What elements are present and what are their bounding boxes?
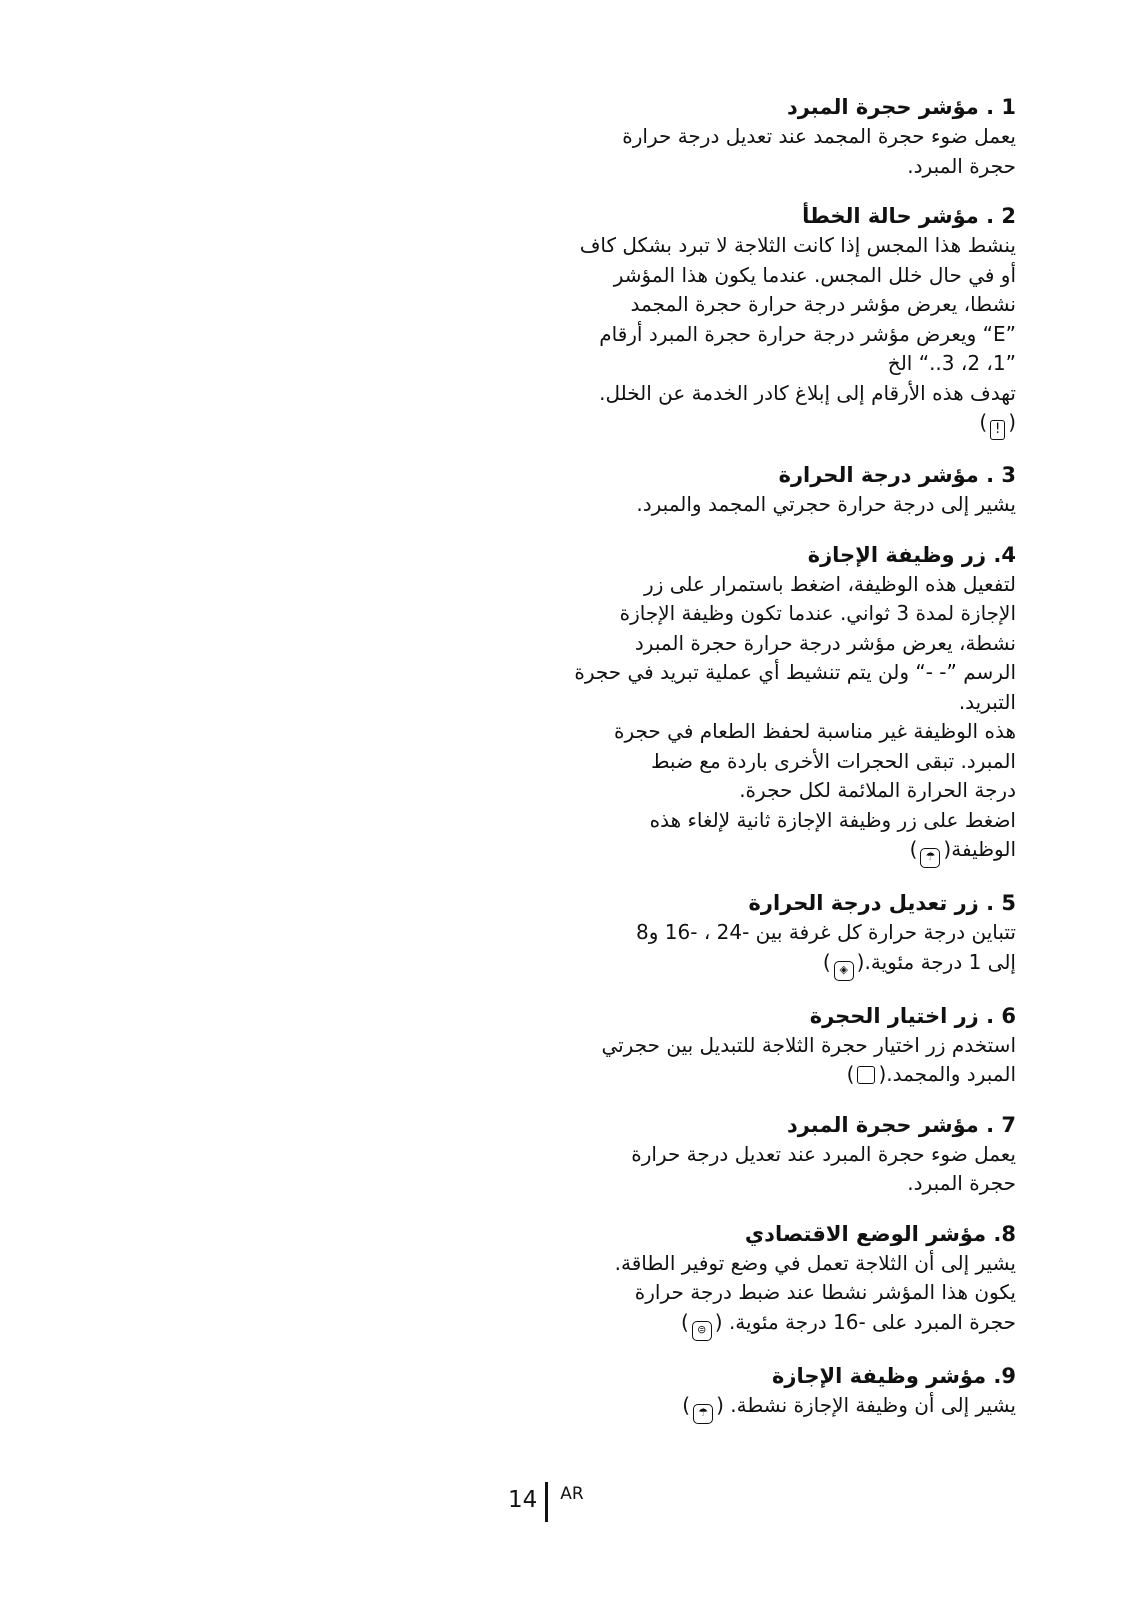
paren-close: )	[680, 1309, 689, 1334]
vacation-icon: ☂	[693, 1404, 713, 1424]
vacation-icon: ☂	[920, 848, 940, 868]
language-code: AR	[560, 1484, 584, 1504]
section-line: المبرد والمجمد.	[886, 1062, 1016, 1086]
section-line-icon	[416, 408, 1016, 440]
section-line: ”E“ ويعرض مؤشر درجة حرارة حجرة المبرد أرقام	[599, 321, 1016, 346]
paren-close: )	[909, 837, 918, 861]
section-line-icon	[416, 835, 1016, 868]
section-heading: 8. مؤشر الوضع الاقتصادي	[744, 1221, 1016, 1246]
section-line: يعمل ضوء حجرة المبرد عند تعديل درجة حرارة	[631, 1141, 1016, 1166]
section-heading: 3 . مؤشر درجة الحرارة	[778, 463, 1016, 487]
section-line: درجة الحرارة الملائمة لكل حجرة.	[739, 778, 1016, 802]
section-freezer-indicator	[416, 92, 1016, 181]
section-line: يكون هذا المؤشر نشطا عند ضبط درجة حرارة	[634, 1280, 1016, 1304]
paren-close: )	[682, 1392, 691, 1417]
page-number: 14	[508, 1487, 538, 1513]
alert-icon: !	[990, 420, 1005, 440]
section-line: يشير إلى درجة حرارة حجرتي المجمد والمبرد.	[636, 492, 1016, 516]
section-line: يعمل ضوء حجرة المجمد عند تعديل درجة حرارة	[622, 124, 1016, 148]
section-error-indicator	[416, 201, 1016, 440]
eco-mode-icon: ⊜	[692, 1321, 712, 1341]
section-fridge-indicator	[416, 1110, 1016, 1199]
section-line: حجرة المبرد.	[907, 153, 1016, 178]
section-line-icon	[416, 948, 1016, 981]
compartment-select-icon	[857, 1066, 875, 1084]
section-line-icon	[416, 1060, 1016, 1090]
section-line: حجرة المبرد.	[907, 1171, 1016, 1195]
section-line: الرسم ”- -“ ولن يتم تنشيط أي عملية تبريد في حجرة	[574, 660, 1016, 684]
paren-open: (	[716, 1392, 724, 1417]
section-line: ينشط هذا المجس إذا كانت الثلاجة لا تبرد بشكل كاف	[579, 233, 1016, 257]
temperature-adjust-icon: ◈	[834, 961, 854, 981]
paren-open: (	[714, 1309, 723, 1334]
section-heading: 1 . مؤشر حجرة المبرد	[786, 95, 1016, 119]
section-line: اضغط على زر وظيفة الإجازة ثانية لإلغاء هذه	[649, 807, 1016, 832]
section-vacation-button	[416, 540, 1016, 869]
section-heading: 2 . مؤشر حالة الخطأ	[802, 204, 1016, 228]
section-line: هذه الوظيفة غير مناسبة لحفظ الطعام في حجرة	[614, 719, 1016, 743]
section-compartment-button	[416, 1001, 1016, 1090]
section-line: الوظيفة	[951, 837, 1016, 861]
footer-divider	[545, 1482, 548, 1522]
section-line: تهدف هذه الأرقام إلى إبلاغ كادر الخدمة عن الخلل.	[599, 380, 1016, 405]
paren-close: )	[822, 949, 831, 974]
section-line: لتفعيل هذه الوظيفة، اضغط باستمرار على زر	[644, 571, 1016, 596]
page-footer	[508, 1482, 584, 1522]
section-line: المبرد. تبقى الحجرات الأخرى باردة مع ضبط	[650, 748, 1016, 773]
section-vacation-indicator	[416, 1361, 1016, 1424]
section-line: استخدم زر اختيار حجرة الثلاجة للتبديل بين حجرتي	[601, 1032, 1016, 1057]
paren-open: (	[856, 949, 865, 974]
paren-close: )	[979, 410, 988, 434]
manual-page-content	[416, 92, 1016, 1444]
section-line-icon	[416, 1308, 1016, 1341]
paren-open: (	[943, 837, 952, 861]
paren-open: (	[878, 1062, 887, 1086]
section-line-icon	[416, 1391, 1016, 1424]
section-temperature-indicator	[416, 460, 1016, 520]
section-heading: 9. مؤشر وظيفة الإجازة	[771, 1363, 1016, 1388]
section-line: يشير إلى أن وظيفة الإجازة نشطة.	[730, 1392, 1016, 1417]
section-line: ”1، 2، 3..“ الخ	[887, 351, 1016, 375]
section-line: نشطا، يعرض مؤشر درجة حرارة حجرة المجمد	[630, 292, 1016, 316]
section-eco-indicator	[416, 1219, 1016, 1341]
section-line: تتباين درجة حرارة كل غرفة بين -24 ، -16 و8	[636, 920, 1016, 944]
section-heading: 6 . زر اختيار الحجرة	[809, 1003, 1016, 1028]
paren-open: (	[1008, 410, 1016, 434]
paren-close: )	[846, 1062, 855, 1086]
section-heading: 4. زر وظيفة الإجازة	[807, 542, 1016, 567]
section-line: أو في حال خلل المجس. عندما يكون هذا المؤشر	[613, 262, 1016, 287]
section-heading: 5 . زر تعديل درجة الحرارة	[748, 891, 1016, 915]
section-line: حجرة المبرد على -16 درجة مئوية.	[728, 1309, 1016, 1334]
section-line: إلى 1 درجة مئوية.	[864, 949, 1016, 974]
section-line: يشير إلى أن الثلاجة تعمل في وضع توفير الطاقة.	[614, 1250, 1016, 1275]
section-line: التبريد.	[958, 689, 1016, 714]
section-heading: 7 . مؤشر حجرة المبرد	[786, 1112, 1016, 1137]
section-line: الإجازة لمدة 3 ثواني. عندما تكون وظيفة الإجازة	[619, 601, 1016, 625]
section-temp-adjust-button	[416, 888, 1016, 981]
section-line: نشطة، يعرض مؤشر درجة حرارة حجرة المبرد	[634, 630, 1016, 655]
